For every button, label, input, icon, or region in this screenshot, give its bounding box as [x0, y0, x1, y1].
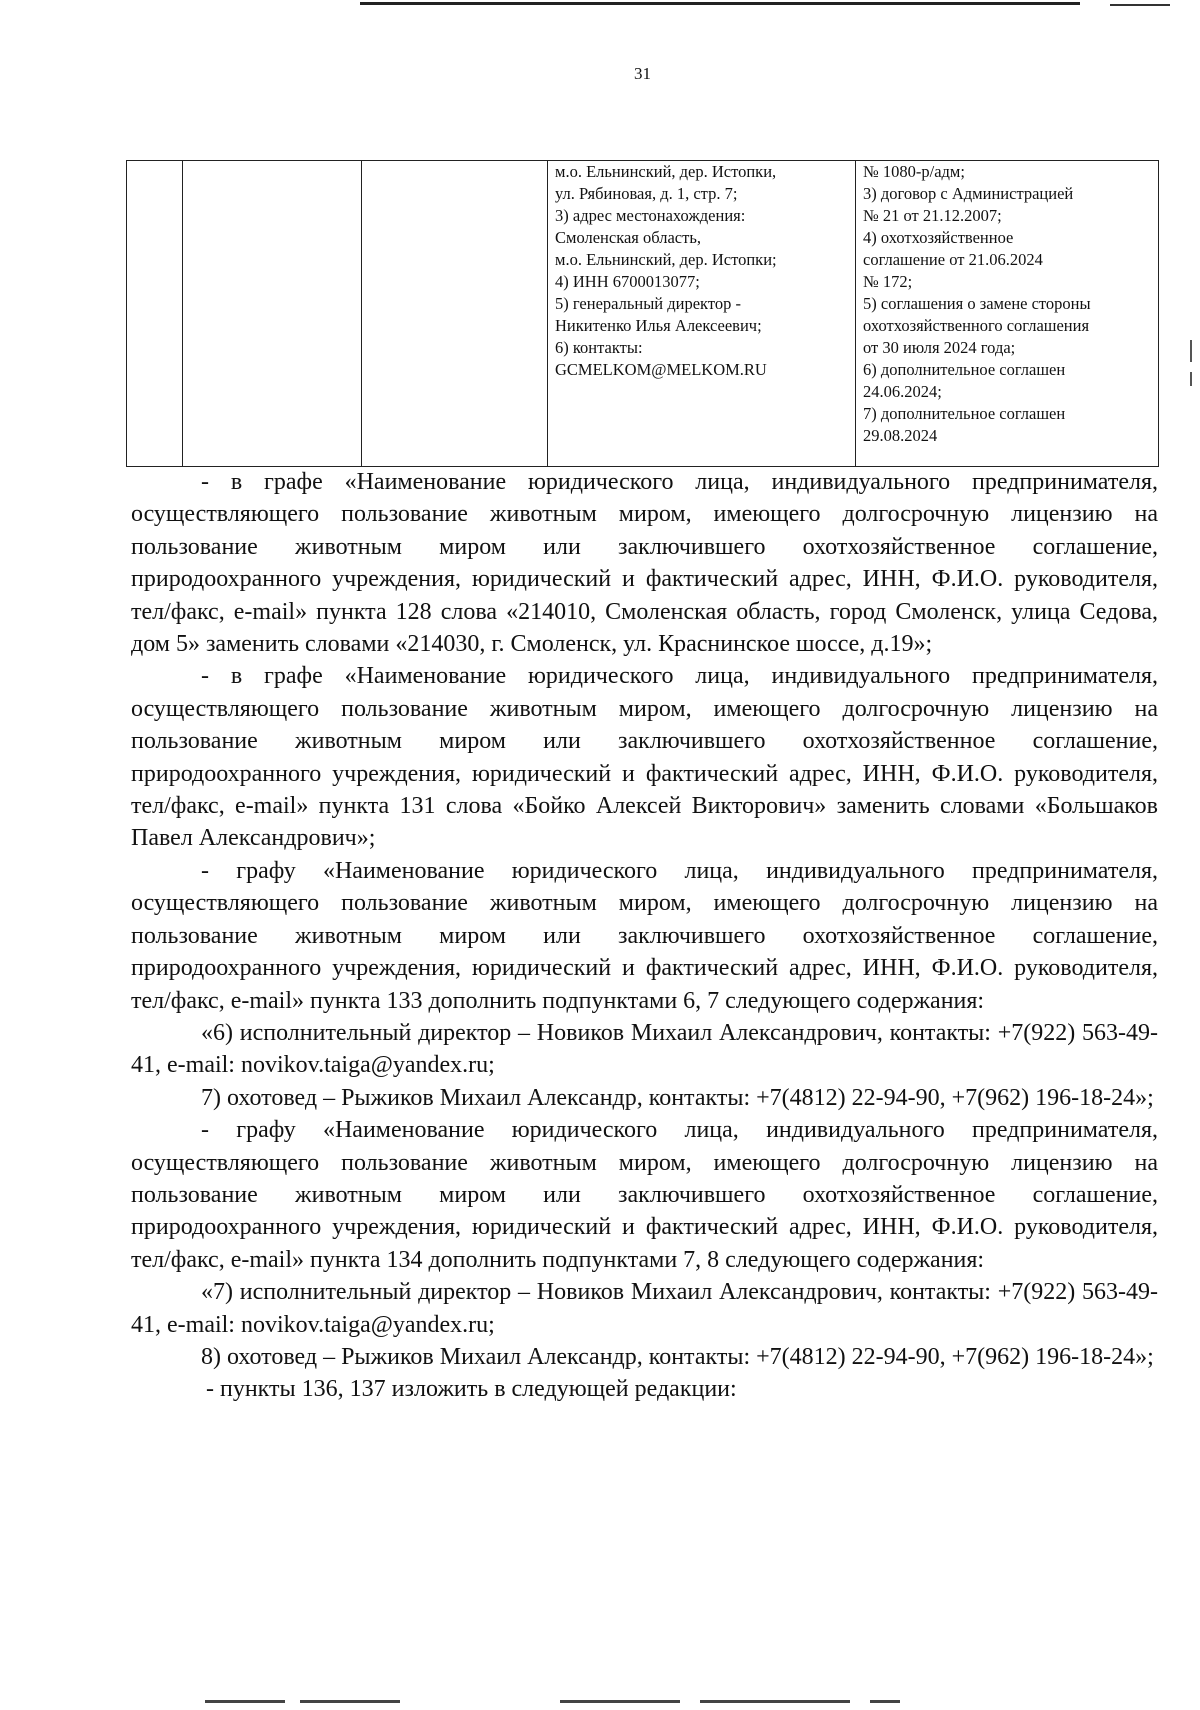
document-line: 7) дополнительное соглашен — [863, 404, 1066, 423]
table-cell-empty — [183, 161, 362, 467]
address-text — [548, 161, 855, 381]
paragraph-item-134: - графу «Наименование юридического лица, индивидуального предпринимателя, осуществляющего пользование животным миром, имеющего долгосрочную лицензию на пользование животным миром или заключившего охотхозяйственное соглашение, природоохранного учреждения, юридический и фактический адрес, ИНН, Ф.И.О. руководителя, тел/факс, e-mail» пункта 134 дополнить подпунктами 7, 8 следующего содержания: — [131, 1117, 1158, 1273]
address-line: 3) адрес местонахождения: — [555, 206, 746, 225]
table-cell-empty — [127, 161, 183, 467]
document-line: 29.08.2024 — [863, 426, 938, 445]
paragraph-item-128: - в графе «Наименование юридического лица, индивидуального предпринимателя, осуществляющего пользование животным миром, имеющего долгосрочную лицензию на пользование животным миром или заключившего охотхозяйственное соглашение, природоохранного учреждения, юридический и фактический адрес, ИНН, Ф.И.О. руководителя, тел/факс, e-mail» пункта 128 слова «214010, Смоленская область, город Смоленск, улица Седова, дом 5» заменить словами «214030, г. Смоленск, ул. Краснинское шоссе, д.19»; — [131, 469, 1158, 658]
document-line: № 1080-р/адм; — [863, 162, 965, 181]
scan-mark-right — [1190, 340, 1192, 362]
document-line: 5) соглашения о замене стороны — [863, 294, 1091, 313]
paragraph-item-133: - графу «Наименование юридического лица, индивидуального предпринимателя, осуществляющего пользование животным миром, имеющего долгосрочную лицензию на пользование животным миром или заключившего охотхозяйственное соглашение, природоохранного учреждения, юридический и фактический адрес, ИНН, Ф.И.О. руководителя, тел/факс, e-mail» пункта 133 дополнить подпунктами 6, 7 следующего содержания: — [131, 857, 1158, 1014]
table-cell-address — [548, 161, 856, 467]
paragraph-subitem-8: 8) охотовед – Рыжиков Михаил Александр, контакты: +7(4812) 22-94-90, +7(962) 196-18-24»; — [201, 1343, 1154, 1370]
address-line: Смоленская область, — [555, 228, 701, 247]
page-number: 31 — [634, 64, 651, 83]
address-line: Никитенко Илья Алексеевич; — [555, 316, 762, 335]
documents-text — [856, 161, 1158, 447]
document-line: от 30 июля 2024 года; — [863, 338, 1016, 357]
document-body — [131, 466, 1158, 1406]
document-line: № 172; — [863, 272, 913, 291]
scan-edge-top — [360, 2, 1080, 5]
table-cell-documents — [856, 161, 1159, 467]
paragraph-subitem-7: 7) охотовед – Рыжиков Михаил Александр, контакты: +7(4812) 22-94-90, +7(962) 196-18-24»; — [201, 1084, 1154, 1111]
address-line: GCMELKOM@MELKOM.RU — [555, 360, 767, 379]
registry-table-continuation — [126, 160, 1159, 467]
address-line: м.о. Ельнинский, дер. Истопки; — [555, 250, 777, 269]
scan-edge-top-right — [1110, 4, 1170, 6]
document-line: соглашение от 21.06.2024 — [863, 250, 1043, 269]
document-line: 4) охотхозяйственное — [863, 228, 1014, 247]
scan-mark-right — [1190, 372, 1192, 386]
paragraph-items-136-137: - пункты 136, 137 изложить в следующей редакции: — [206, 1376, 737, 1403]
document-line: 6) дополнительное соглашен — [863, 360, 1066, 379]
address-line: м.о. Ельнинский, дер. Истопки, — [555, 162, 777, 181]
address-line: 4) ИНН 6700013077; — [555, 272, 700, 291]
paragraph-subitem-6: «6) исполнительный директор – Новиков Михаил Александрович, контакты: +7(922) 563-49-41, e-mail: novikov.taiga@yandex.ru; — [131, 1019, 1158, 1079]
scan-edge-bottom — [700, 1700, 850, 1703]
document-line: № 21 от 21.12.2007; — [863, 206, 1002, 225]
document-line: охотхозяйственного соглашения — [863, 316, 1090, 335]
address-line: ул. Рябиновая, д. 1, стр. 7; — [555, 184, 738, 203]
table-cell-empty — [362, 161, 548, 467]
scan-edge-bottom — [560, 1700, 680, 1703]
scan-edge-bottom — [205, 1700, 285, 1703]
scan-edge-bottom — [300, 1700, 400, 1703]
paragraph-item-131: - в графе «Наименование юридического лица, индивидуального предпринимателя, осуществляющего пользование животным миром, имеющего долгосрочную лицензию на пользование животным миром или заключившего охотхозяйственное соглашение, природоохранного учреждения, юридический и фактический адрес, ИНН, Ф.И.О. руководителя, тел/факс, e-mail» пункта 131 слова «Бойко Алексей Викторович» заменить словами «Большаков Павел Александрович»; — [131, 663, 1158, 852]
document-line: 24.06.2024; — [863, 382, 942, 401]
scan-edge-bottom — [870, 1700, 900, 1703]
address-line: 6) контакты: — [555, 338, 643, 357]
document-line: 3) договор с Администрацией — [863, 184, 1074, 203]
table-row — [127, 161, 1159, 467]
address-line: 5) генеральный директор - — [555, 294, 741, 313]
paragraph-subitem-7b: «7) исполнительный директор – Новиков Михаил Александрович, контакты: +7(922) 563-49-41, e-mail: novikov.taiga@yandex.ru; — [131, 1279, 1158, 1338]
